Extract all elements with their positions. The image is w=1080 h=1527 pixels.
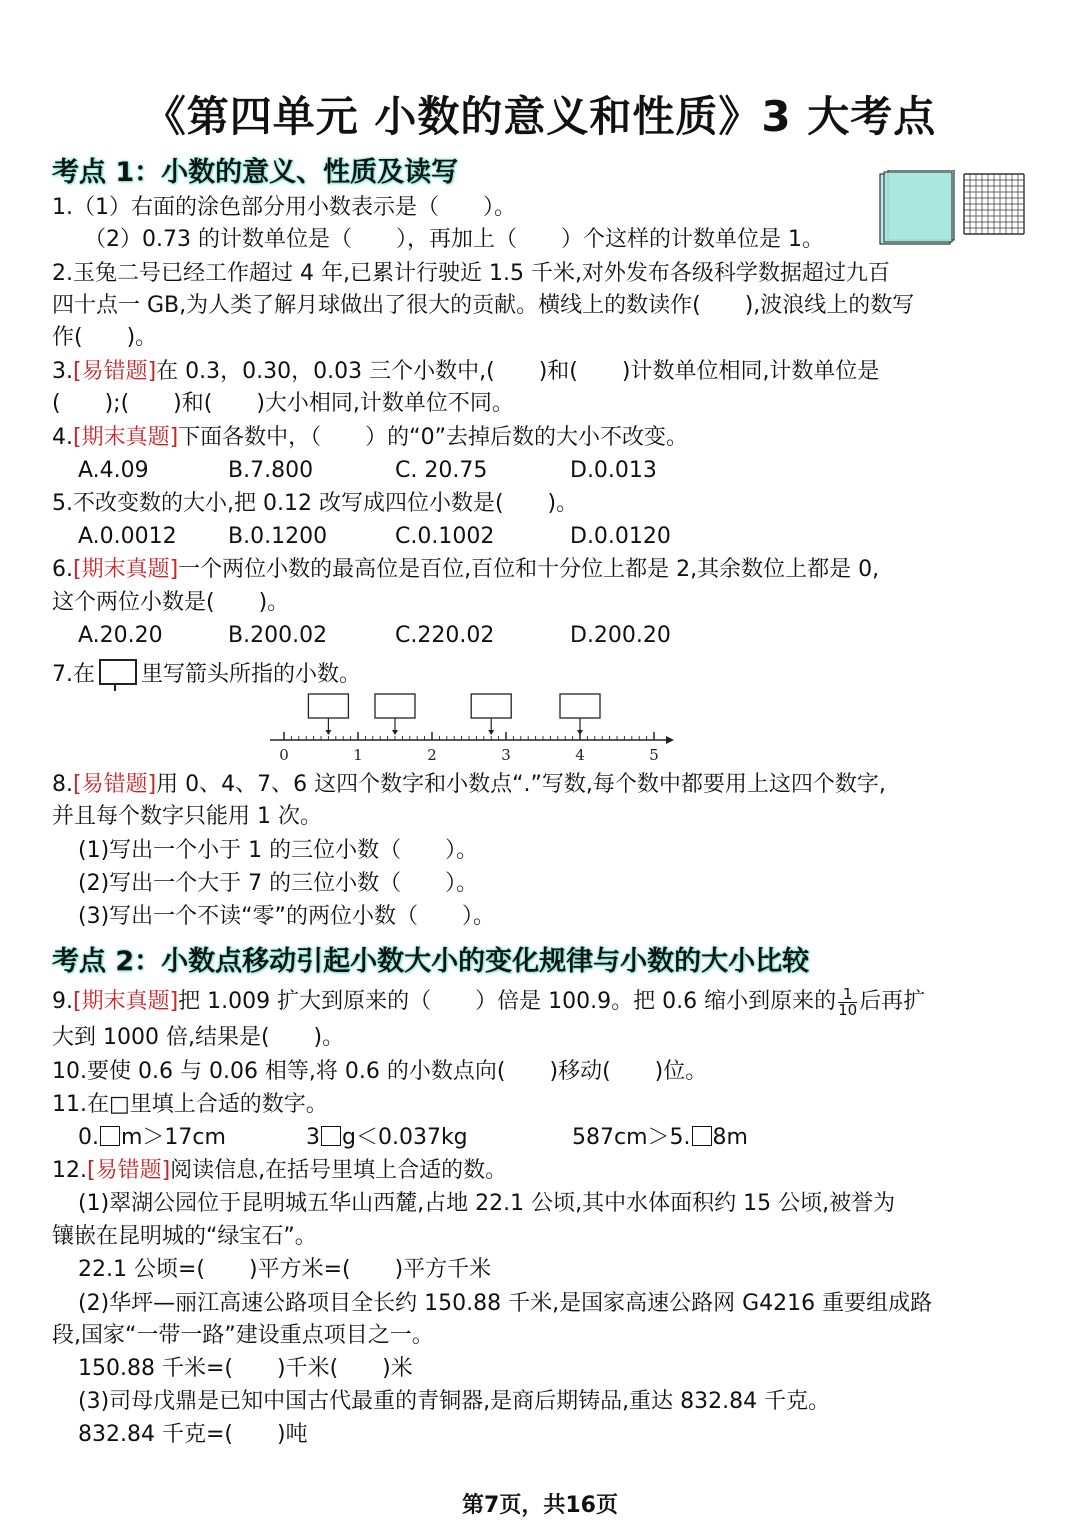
q12-number: 12. [52,1158,87,1183]
q12-p1-fill: 22.1 公顷=( )平方米=( )平方千米 [78,1257,492,1282]
q5-option-c: C.0.1002 [395,524,495,549]
q4-option-b: B.7.800 [228,458,314,483]
q11-item-c [572,1123,748,1153]
q11-a-pre: 0. [78,1125,99,1150]
tick-label: 1 [353,746,363,764]
answer-box-icon [99,659,137,685]
blank-square-icon [692,1126,712,1146]
page-title: 《第四单元 小数的意义和性质》3 大考点 [143,92,937,141]
q12-p2-line2: 段,国家“一带一路”建设重点项目之一。 [52,1323,434,1348]
q4-text: 下面各数中，（ ）的“0”去掉后数的大小不改变。 [178,425,688,450]
q1-part1: 1.（1）右面的涂色部分用小数表示是（ ）。 [52,195,516,220]
q8-text: 用 0、4、7、6 这四个数字和小数点“.”写数,每个数中都要用上这四个数字, [156,772,886,797]
fraction-numerator: 1 [838,987,857,1003]
q4-option-d: D.0.013 [570,458,657,483]
q9-tag: [期末真题] [73,989,179,1014]
q8-line1 [52,770,886,800]
q6-line2: 这个两位小数是( )。 [52,590,290,615]
q4-stem [52,423,688,453]
q3-line2: ( );( )和( )大小相同,计数单位不同。 [52,391,514,416]
q3-text: 在 0.3，0.30，0.03 三个小数中,( )和( )计数单位相同,计数单位是 [156,359,880,384]
answer-box [308,694,348,718]
q11-a-post: m＞17cm [121,1125,226,1150]
q11-item-b [306,1123,468,1153]
q12-p2-fill: 150.88 千米=( )千米( )米 [78,1356,413,1381]
q11-b-pre: 3 [306,1125,320,1150]
q4-option-a: A.4.09 [78,458,149,483]
q9-number: 9. [52,989,73,1014]
q6-line1 [52,555,879,585]
q7-stem [52,659,361,690]
arrowhead-icon [392,730,398,735]
q9-text-a: 把 1.009 扩大到原来的（ ）倍是 100.9。把 0.6 缩小到原来的 [178,989,837,1014]
q5-option-a: A.0.0012 [78,524,177,549]
q10-stem: 10.要使 0.6 与 0.06 相等,将 0.6 的小数点向( )移动( )位。 [52,1059,708,1084]
q2-line3: 作( )。 [52,325,158,350]
q12-p1-line2: 镶嵌在昆明城的“绿宝石”。 [52,1224,317,1249]
arrowhead-icon [577,730,583,735]
q6-tag: [期末真题] [73,557,179,582]
q12-p3-fill: 832.84 千克=( )吨 [78,1422,308,1447]
q6-option-a: A.20.20 [78,623,163,648]
q3-number: 3. [52,359,73,384]
tick-label: 3 [501,746,511,764]
q11-item-a [78,1123,226,1153]
q4-tag: [期末真题] [73,425,179,450]
tick-label: 5 [649,746,659,764]
q9-text-b: 后再扩 [859,989,926,1014]
q11-stem: 11.在□里填上合适的数字。 [52,1092,328,1117]
section-heading-2: 考点 2：小数点移动引起小数大小的变化规律与小数的大小比较 [52,946,810,977]
answer-box [471,694,511,718]
arrowhead-icon [325,730,331,735]
number-line [266,688,676,768]
q8-tag: [易错题] [73,772,157,797]
q6-option-c: C.220.02 [395,623,495,648]
q2-line2: 四十点一 GB,为人类了解月球做出了很大的贡献。横线上的数读作( ),波浪线上的数写 [52,293,915,318]
decimal-square-figures [878,170,1028,250]
q8-sub1: (1)写出一个小于 1 的三位小数（ ）。 [78,838,479,863]
q12-text: 阅读信息,在括号里填上合适的数。 [170,1158,508,1183]
tick-label: 2 [427,746,437,764]
answer-box [560,694,600,718]
q12-stem [52,1156,507,1186]
q12-p3-line1: (3)司母戊鼎是已知中国古代最重的青铜器,是商后期铸品,重达 832.84 千克。 [78,1389,831,1414]
q8-line2: 并且每个数字只能用 1 次。 [52,804,322,829]
q11-c-post: 8m [712,1125,748,1150]
fraction-denominator: 10 [838,1000,858,1019]
page-footer: 第7页，共16页 [462,1493,618,1518]
blank-square-icon [100,1126,120,1146]
tick-label: 4 [575,746,585,764]
q8-sub2: (2)写出一个大于 7 的三位小数（ ）。 [78,871,479,896]
q4-option-c: C. 20.75 [395,458,488,483]
q5-option-d: D.0.0120 [570,524,671,549]
arrowhead-icon [488,730,494,735]
shaded-square [880,170,954,244]
q9-fraction [838,984,858,1019]
blank-square-icon [321,1126,341,1146]
q5-option-b: B.0.1200 [228,524,328,549]
number-line-arrowhead [666,736,674,744]
q12-p1-line1: (1)翠湖公园位于昆明城五华山西麓,占地 22.1 公顷,其中水体面积约 15 公顷,被誉为 [78,1191,896,1216]
q6-option-b: B.200.02 [228,623,328,648]
q7-post: 里写箭头所指的小数。 [141,662,362,687]
section-heading-1: 考点 1：小数的意义、性质及读写 [52,157,459,188]
answer-box [375,694,415,718]
q4-number: 4. [52,425,73,450]
q6-option-d: D.200.20 [570,623,671,648]
q6-text: 一个两位小数的最高位是百位,百位和十分位上都是 2,其余数位上都是 0, [178,557,880,582]
q3-tag: [易错题] [73,359,157,384]
q9-line2: 大到 1000 倍,结果是( )。 [52,1025,345,1050]
q12-tag: [易错题] [87,1158,171,1183]
q11-c-pre: 587cm＞5. [572,1125,691,1150]
q6-number: 6. [52,557,73,582]
q8-number: 8. [52,772,73,797]
tick-label: 0 [279,746,289,764]
q2-line1: 2.玉兔二号已经工作超过 4 年,已累计行驶近 1.5 千米,对外发布各级科学数据超过九百 [52,261,890,286]
hundred-grid [964,174,1024,234]
q8-sub3: (3)写出一个不读“零”的两位小数（ ）。 [78,904,495,929]
q5-stem: 5.不改变数的大小,把 0.12 改写成四位小数是( )。 [52,491,579,516]
q9-line1 [52,985,925,1019]
q3-line1 [52,357,879,387]
q1-part2: （2）0.73 的计数单位是（ ），再加上（ ）个这样的计数单位是 1。 [84,227,824,252]
q7-pre: 7.在 [52,662,95,687]
q11-b-post: g＜0.037kg [342,1125,468,1150]
q12-p2-line1: (2)华坪—丽江高速公路项目全长约 150.88 千米,是国家高速公路网 G4216 重要组成路 [78,1291,933,1316]
